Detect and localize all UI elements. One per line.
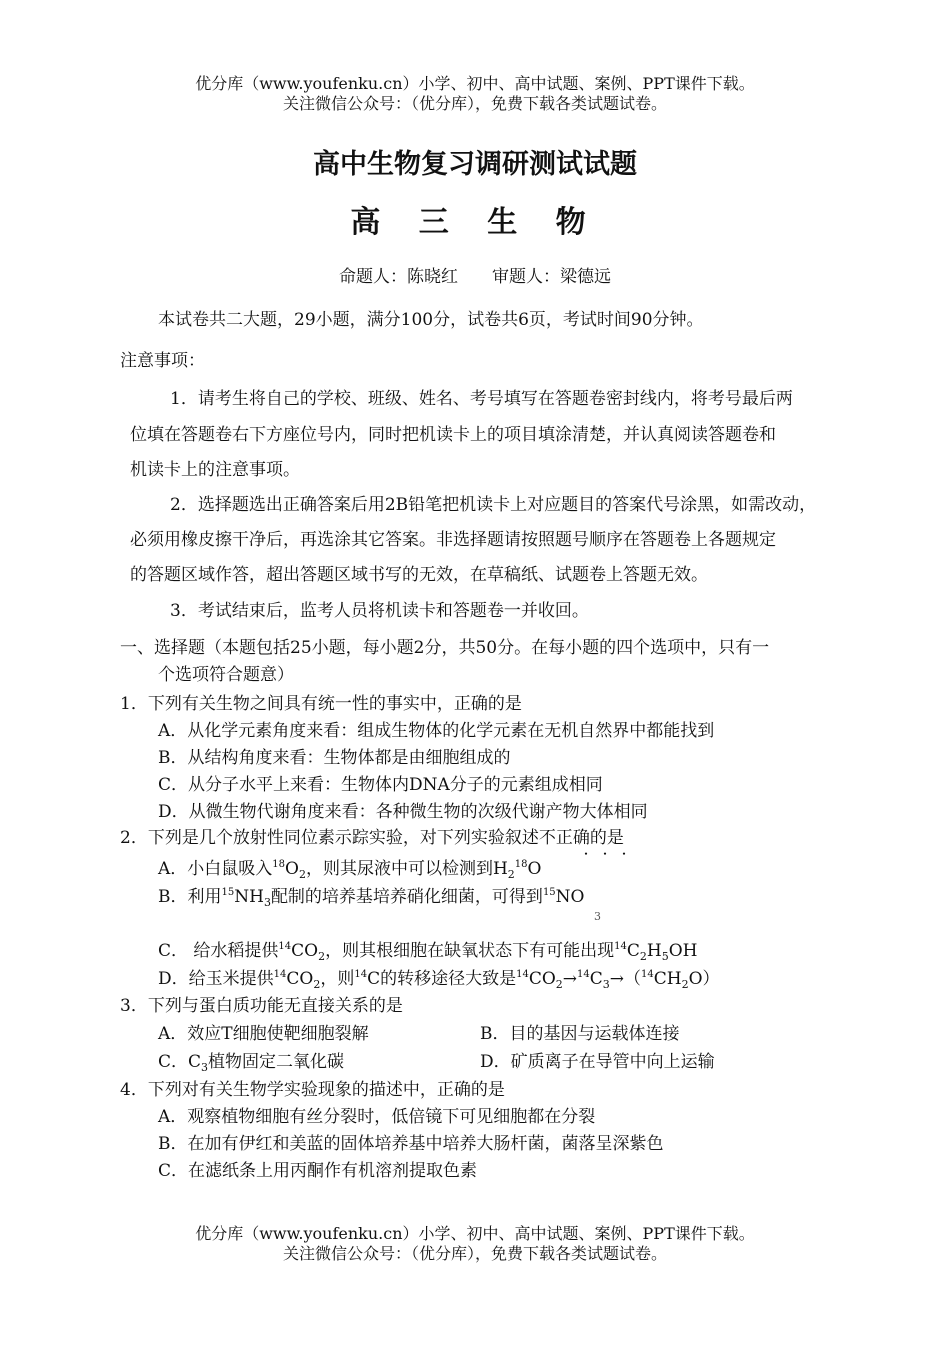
notice-line: 必须用橡皮擦干净后，再选涂其它答案。非选择题请按照题号顺序在答题卷上各题规定 (130, 530, 776, 550)
page-title: 高中生物复习调研测试试题 (313, 149, 637, 180)
notice-line: 2．选择题选出正确答案后用2B铅笔把机读卡上对应题目的答案代号涂黑，如需改动， (170, 495, 817, 515)
option: B．目的基因与运载体连接 (480, 1024, 680, 1044)
section-heading: 一、选择题（本题包括25小题，每小题2分，共50分。在每小题的四个选项中，只有一 (120, 638, 770, 658)
question-stem: 1．下列有关生物之间具有统一性的事实中，正确的是 (120, 694, 522, 714)
notice-line: 机读卡上的注意事项。 (130, 460, 300, 480)
question-stem: 4．下列对有关生物学实验现象的描述中，正确的是 (120, 1080, 505, 1100)
subscript-3: 3 (594, 910, 601, 923)
option: B．利用$^{15}NH_3$配制的培养基培养硝化细菌，可得到$^{15}$NO (158, 887, 585, 909)
option: B．从结构角度来看：生物体都是由细胞组成的 (158, 748, 511, 768)
footer-line-2: 关注微信公众号：（优分库），免费下载各类试题试卷。 (282, 1244, 667, 1263)
option: A．小白鼠吸入$^{18}O_2$，则其尿液中可以检测到$H_2^{18}O$ (158, 859, 542, 881)
header-line-1: 优分库（www.youfenku.cn）小学、初中、高中试题、案例、PPT课件下载。 (195, 74, 755, 93)
header-line-2: 关注微信公众号：（优分库），免费下载各类试题试卷。 (282, 94, 667, 113)
option: D．从微生物代谢角度来看：各种微生物的次级代谢产物大体相同 (158, 802, 648, 822)
notice-line: 的答题区域作答，超出答题区域书写的无效，在草稿纸、试题卷上答题无效。 (130, 565, 708, 585)
intro: 本试卷共二大题，29小题，满分100分，试卷共6页，考试时间90分钟。 (158, 310, 704, 330)
option: A．效应T细胞使靶细胞裂解 (158, 1024, 369, 1044)
footer-line-1: 优分库（www.youfenku.cn）小学、初中、高中试题、案例、PPT课件下载。 (195, 1224, 755, 1243)
notice-line: 位填在答题卷右下方座位号内，同时把机读卡上的项目填涂清楚，并认真阅读答题卷和 (130, 425, 776, 445)
question-stem: 2．下列是几个放射性同位素示踪实验，对下列实验叙述不正确的是 (120, 828, 624, 848)
option: C．在滤纸条上用丙酮作有机溶剂提取色素 (158, 1161, 478, 1181)
question-stem: 3．下列与蛋白质功能无直接关系的是 (120, 996, 403, 1016)
option: C． 给水稻提供$^{14}CO_2$，则其根细胞在缺氧状态下有可能出现$^{14}C_2H_5OH$ (158, 941, 698, 963)
option: D．矿质离子在导管中向上运输 (480, 1052, 715, 1072)
authors: 命题人：陈晓红 审题人：梁德远 (339, 267, 611, 287)
option: B．在加有伊红和美蓝的固体培养基中培养大肠杆菌，菌落呈深紫色 (158, 1134, 664, 1154)
notice-line: 3．考试结束后，监考人员将机读卡和答题卷一并收回。 (170, 601, 589, 621)
option: D．给玉米提供$^{14}CO_2$，则$^{14}$C的转移途径大致是$^{14}CO_2\to^{14}C_3\to(^{14}CH_2O)$ (158, 969, 720, 991)
notice-heading: 注意事项： (120, 351, 205, 371)
section-heading-cont: 个选项符合题意） (158, 665, 294, 685)
option: A．观察植物细胞有丝分裂时，低倍镜下可见细胞都在分裂 (158, 1107, 596, 1127)
option: A．从化学元素角度来看：组成生物体的化学元素在无机自然界中都能找到 (158, 721, 715, 741)
option: C．从分子水平上来看：生物体内DNA分子的元素组成相同 (158, 775, 603, 795)
emphasis-dots: ・・・ (580, 847, 638, 861)
option: C．$C_3$植物固定二氧化碳 (158, 1052, 345, 1074)
page-subtitle: 高 三 生 物 (350, 205, 600, 240)
notice-line: 1．请考生将自己的学校、班级、姓名、考号填写在答题卷密封线内，将考号最后两 (170, 389, 793, 409)
